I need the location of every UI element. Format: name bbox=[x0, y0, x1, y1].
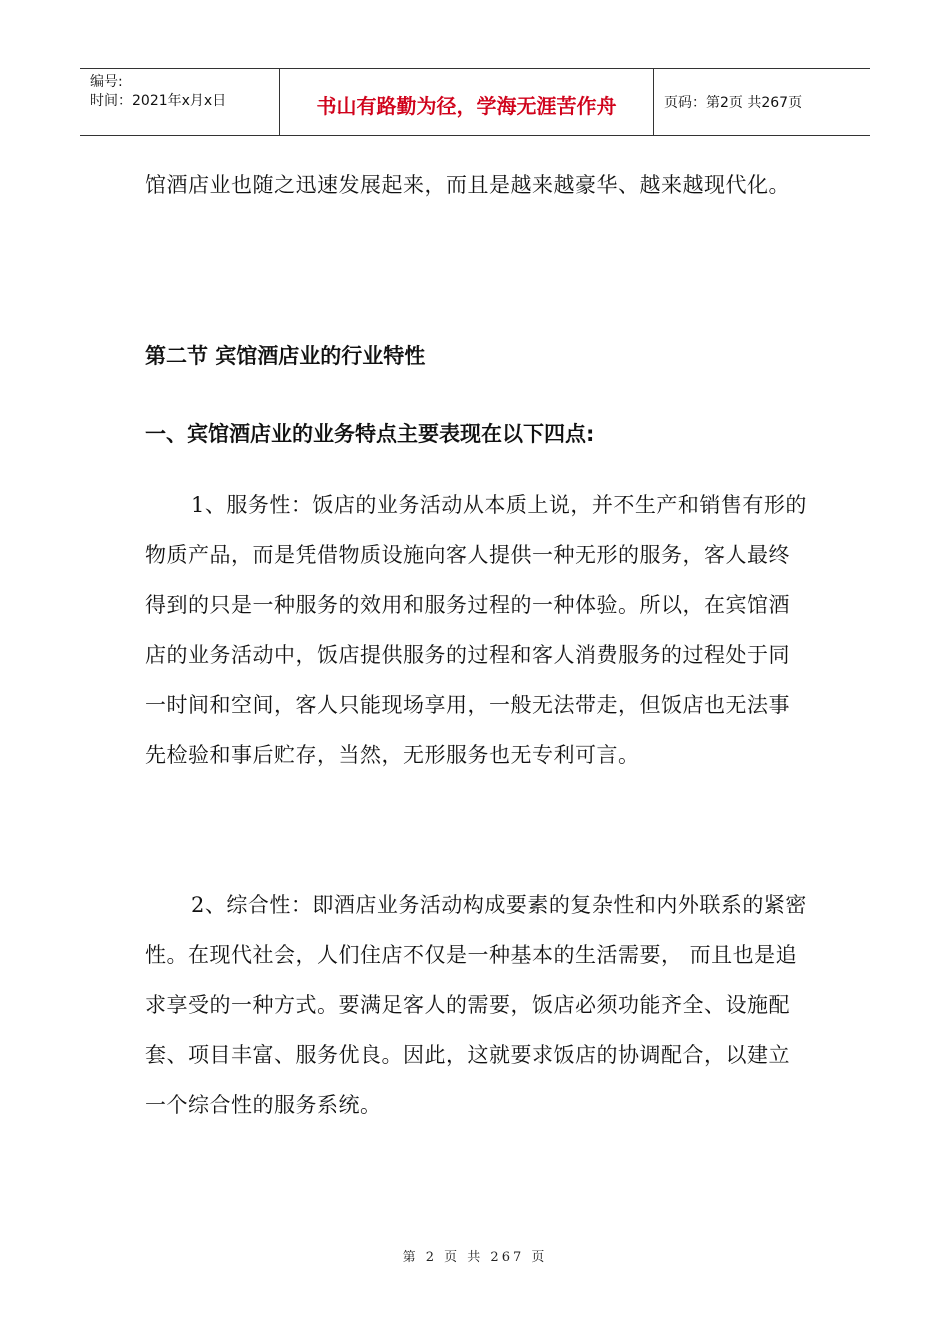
intro-paragraph: 馆酒店业也随之迅速发展起来，而且是越来越豪华、越来越现代化。 bbox=[145, 173, 790, 197]
header-meta bbox=[80, 69, 280, 135]
header-motto: 书山有路勤为径，学海无涯苦作舟 bbox=[280, 69, 654, 135]
intro-block bbox=[145, 160, 805, 210]
subsection-title: 一、宾馆酒店业的业务特点主要表现在以下四点: bbox=[145, 422, 595, 446]
point-2-paragraph: 2、综合性：即酒店业务活动构成要素的复杂性和内外联系的紧密性。在现代社会，人们住店不仅是一种基本的生活需要， 而且也是追求享受的一种方式。要满足客人的需要，饭店必须功能齐全、设施配套、项目丰富、服务优良。因此，这就要求饭店的协调配合，以建立一个综合性的服务系统。 bbox=[145, 893, 807, 1117]
page-header bbox=[80, 68, 870, 136]
time-label: 时间：2021年x月x日 bbox=[90, 93, 227, 109]
number-label: 编号: bbox=[90, 74, 123, 90]
header-page-info: 页码：第2页 共267页 bbox=[664, 95, 803, 111]
point-1-paragraph: 1、服务性：饭店的业务活动从本质上说，并不生产和销售有形的物质产品，而是凭借物质设施向客人提供一种无形的服务，客人最终得到的只是一种服务的效用和服务过程的一种体验。所以，在宾馆酒店的业务活动中，饭店提供服务的过程和客人消费服务的过程处于同一时间和空间，客人只能现场享用，一般无法带走，但饭店也无法事先检验和事后贮存，当然，无形服务也无专利可言。 bbox=[145, 493, 807, 767]
section-title: 第二节 宾馆酒店业的行业特性 bbox=[145, 344, 426, 368]
page-footer: 第 2 页 共 267 页 bbox=[402, 1250, 548, 1265]
point-1-block bbox=[145, 480, 810, 780]
point-2-block bbox=[145, 880, 810, 1130]
